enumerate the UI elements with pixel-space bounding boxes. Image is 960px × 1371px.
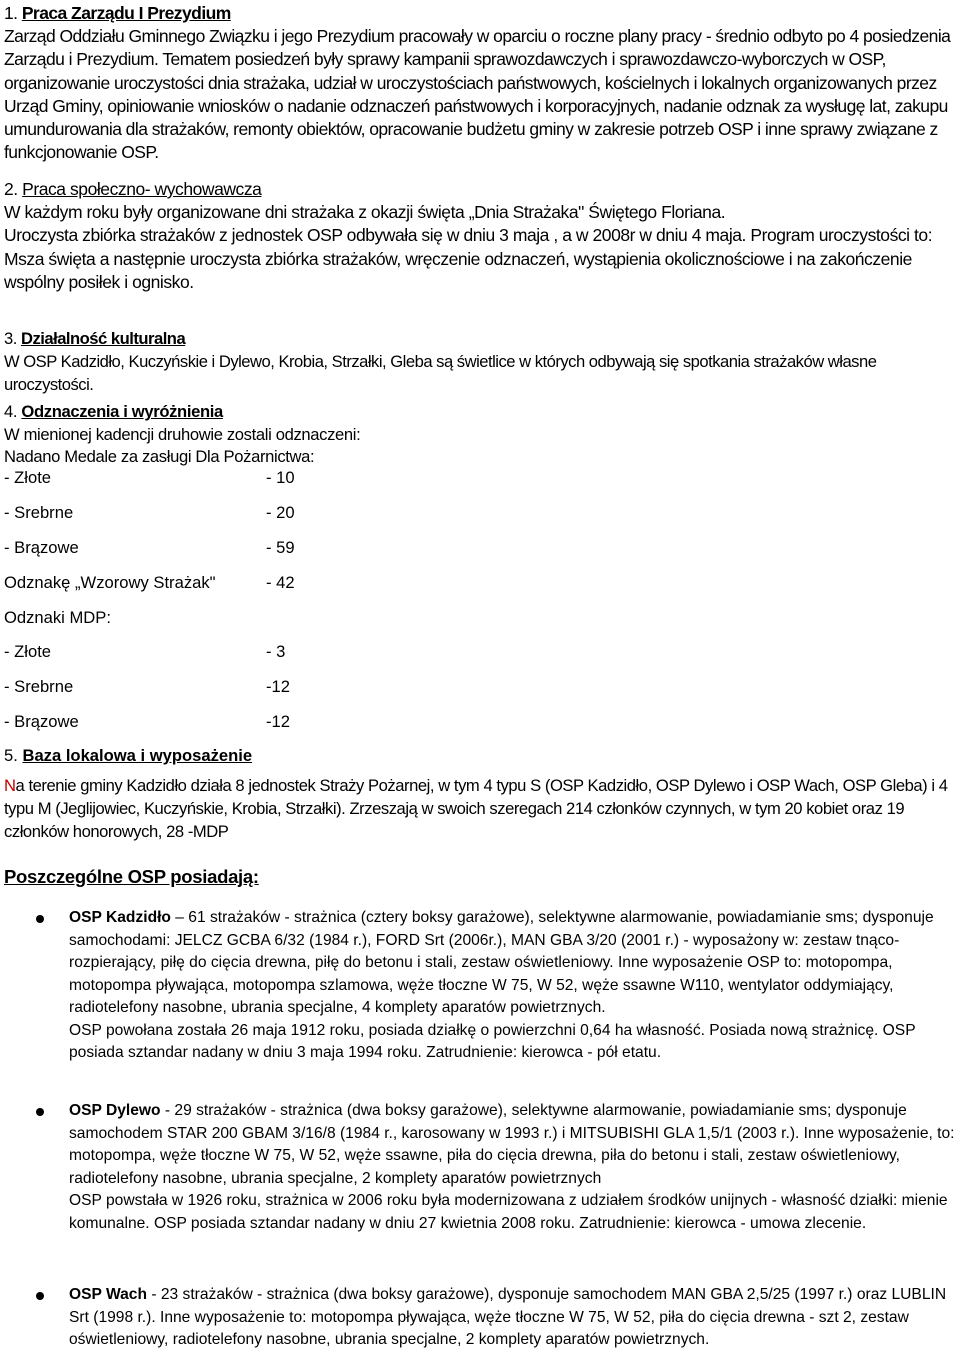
medal-row — [4, 677, 404, 701]
section-1-body: Zarząd Oddziału Gminnego Związku i jego Prezydium pracowały w oparciu o roczne plany pracy - średnio odbyto po 4 posiedzenia Zarządu i Prezydium. Tematem posiedzeń były sprawy kampanii sprawozdawczych i sprawozdawczo-wyborczych w OSP, organizowanie uroczystości dnia strażaka, udział w uroczystościach państwowych, kościelnych i lokalnych organizowanych przez Urząd Gminy, opiniowanie wniosków o nadanie odznaczeń państwowych i korporacyjnych, nadanie odznak za wysługę lat, zakupu umundurowania dla strażaków, remonty obiektów, opracowanie budżetu gminy w zakresie potrzeb OSP i inne sprawy związane z funkcjonowanie OSP. — [4, 26, 951, 163]
section-praca-zarzadu — [4, 2, 956, 164]
section-4-number: 4. — [4, 402, 18, 421]
medal-count: - 10 — [266, 468, 295, 487]
section-1-heading — [4, 2, 956, 25]
medal-row — [4, 608, 404, 632]
medal-row — [4, 642, 404, 666]
section-5-number: 5. — [4, 746, 18, 765]
osp-name: OSP Kadzidło — [69, 909, 171, 926]
section-1-number: 1. — [4, 3, 18, 23]
medal-name: Odznakę „Wzorowy Strażak" — [4, 573, 216, 592]
osp-description: - 23 strażaków - strażnica (dwa boksy garażowe), dysponuje samochodem MAN GBA 2,5/25 (1997 r.) oraz LUBLIN Srt (1998 r.). Inne wyposażenie to: motopompa pływająca, węże tłoczne W 75, W 52, piła do cięcia drewna - szt 2, zestaw oświetleniowy, radiotelefony nasobne, ubrania specjalne, 2 komplety aparatów powietrznych. — [69, 1286, 947, 1348]
medal-count: - 42 — [266, 573, 295, 592]
medal-count: -12 — [266, 712, 290, 731]
medal-name: - Srebrne — [4, 503, 74, 522]
section-2-title: Praca społeczno- wychowawcza — [22, 179, 262, 199]
section-1-title: Praca Zarządu I Prezydium — [21, 3, 231, 23]
section-4-line-1: W mienionej kadencji druhowie zostali odznaczeni: — [4, 424, 361, 444]
section-3-number: 3. — [4, 329, 17, 348]
section-3-body: W OSP Kadzidło, Kuczyńskie i Dylewo, Krobia, Strzałki, Gleba są świetlice w których odbywają się spotkania strażaków własne uroczystości. — [4, 351, 877, 394]
osp-description: - 29 strażaków - strażnica (dwa boksy garażowe), selektywne alarmowanie, powiadamianie sms; dysponuje samochodem STAR 200 GBAM 3/16/8 (1984 r., karosowany w 1993 r.) i MITSUBISHI GLA 1,5/1 (2003 r.). Inne wyposażenie, to: motopompa, węże tłoczne W 75, W 52, węże ssawne, piła do cięcia drewna, piła do betonu i stali, zestaw oświetleniowy, radiotelefony nasobne, ubrania specjalne, 2 komplety aparatów powietrznych — [69, 1102, 955, 1187]
medal-row — [4, 573, 404, 597]
medal-count: - 3 — [266, 642, 286, 661]
section-2-line-1: W każdym roku były organizowane dni strażaka z okazji święta „Dnia Strażaka" Świętego Floriana. — [4, 202, 726, 223]
section-odznaczenia — [4, 401, 959, 469]
section-5-title: Baza lokalowa i wyposażenie — [22, 746, 253, 765]
medal-row — [4, 503, 404, 527]
section-praca-spoleczna — [4, 178, 956, 294]
section-4-heading — [4, 401, 959, 424]
section-2-number: 2. — [4, 179, 18, 199]
osp-name: OSP Wach — [69, 1286, 147, 1303]
bullet-icon — [36, 1108, 44, 1116]
medal-name: - Złote — [4, 468, 52, 487]
medal-name: - Brązowe — [4, 538, 79, 557]
osp-entry — [69, 1284, 959, 1352]
section-dzialalnosc-kulturalna — [4, 328, 959, 396]
section-5-first-letter: N — [4, 776, 16, 795]
medal-row — [4, 538, 404, 562]
section-4-line-2: Nadano Medale za zasługi Dla Pożarnictwa: — [4, 447, 315, 466]
section-5-body — [4, 775, 959, 843]
section-5-text: a terenie gminy Kadzidło działa 8 jednostek Straży Pożarnej, w tym 4 typu S (OSP Kadzidło, OSP Dylewo i OSP Wach, OSP Gleba) i 4 typu M (Jeglijowiec, Kuczyńskie, Krobia, Strzałki). Zrzeszają w swoich szeregach 214 członków czynnych, w tym 20 kobiet oraz 19 członków honorowych, 28 -MDP — [4, 776, 948, 841]
osp-heading: Poszczególne OSP posiadają: — [4, 866, 259, 887]
bullet-icon — [36, 1292, 44, 1300]
medal-count: -12 — [266, 677, 290, 696]
section-4-title: Odznaczenia i wyróżnienia — [21, 402, 223, 421]
medal-count: - 20 — [266, 503, 295, 522]
bullet-icon — [36, 915, 44, 923]
section-3-heading — [4, 328, 959, 351]
osp-history: OSP powołana została 26 maja 1912 roku, posiada działkę o powierzchni 0,64 ha własność. Posiada nową strażnicę. OSP posiada sztandar nadany w dniu 3 maja 1994 roku. Zatrudnienie: kierowca - pół etatu. — [69, 1021, 916, 1061]
section-5-heading — [4, 746, 252, 766]
osp-entry — [69, 1100, 959, 1235]
osp-description: – 61 strażaków - strażnica (cztery boksy garażowe), selektywne alarmowanie, powiadamianie sms; dysponuje samochodami: JELCZ GCBA 6/32 (1984 r.), FORD Srt (2006r.), MAN GBA 3/20 (2001 r.) - wyposażony w: zestaw tnąco-rozpierający, piłę do cięcia drewna, piłę do betonu i stali, zestaw oświetleniowy. Inne wyposażenie OSP to: motopompa, motopompa pływająca, motopompa szlamowa, węże tłoczne W 75, W 52, węże ssawne W110, wentylator oddymiający, radiotelefony nasobne, ubrania specjalne, 4 komplety aparatów powietrznych. — [69, 909, 934, 1016]
medal-count: - 59 — [266, 538, 295, 557]
section-3-title: Działalność kulturalna — [20, 329, 186, 348]
osp-history: OSP powstała w 1926 roku, strażnica w 2006 roku była modernizowana z udziałem środków unijnych - własność działki: mienie komunalne. OSP posiada sztandar nadany w dniu 27 kwietnia 2008 roku. Zatrudnienie: kierowca - umowa zlecenie. — [69, 1192, 948, 1232]
osp-entry — [69, 907, 959, 1065]
medal-name: - Brązowe — [4, 712, 79, 731]
section-2-line-2: Uroczysta zbiórka strażaków z jednostek OSP odbywała się w dniu 3 maja , a w 2008r w dniu 4 maja. Program uroczystości to: Msza święta a następnie uroczysta zbiórka strażaków, wręczenie odznaczeń, wystąpienia okolicznościowe i na zakończenie wspólny posiłek i ognisko. — [4, 225, 933, 292]
osp-name: OSP Dylewo — [69, 1102, 161, 1119]
medal-name: - Srebrne — [4, 677, 74, 696]
medal-row — [4, 468, 404, 492]
medal-row — [4, 712, 404, 736]
medal-name: Odznaki MDP: — [4, 608, 111, 627]
medal-name: - Złote — [4, 642, 52, 661]
section-2-heading — [4, 178, 956, 201]
